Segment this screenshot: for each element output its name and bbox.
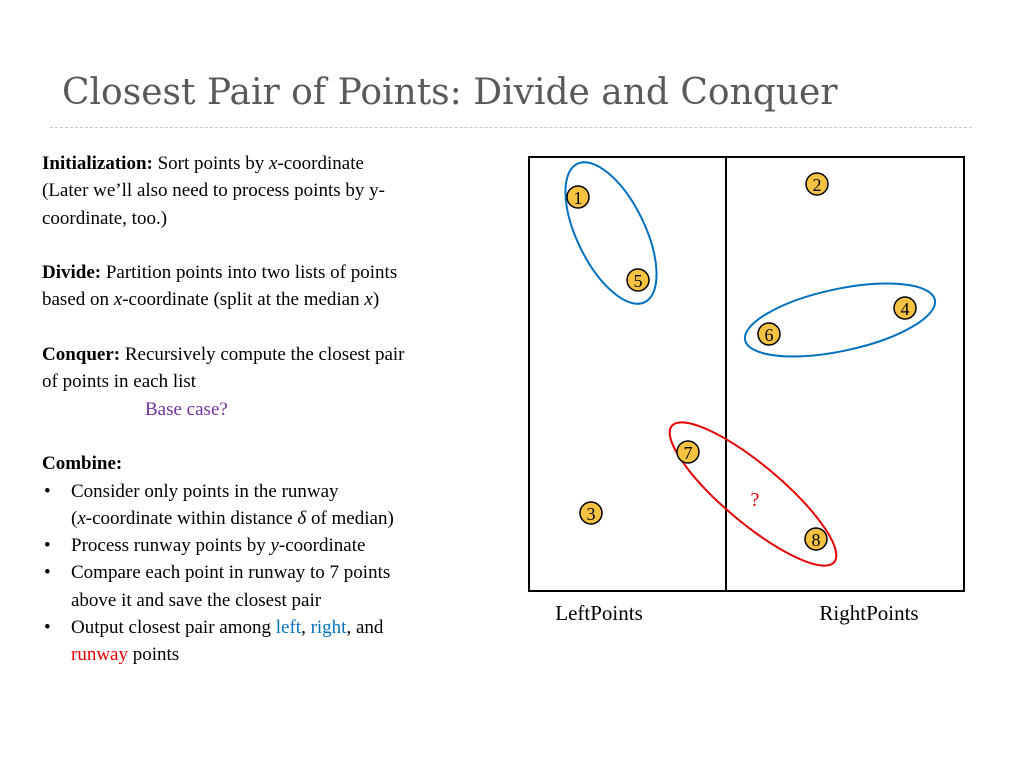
conquer-line-2: of points in each list (42, 371, 197, 393)
point-2 (806, 173, 828, 195)
word-runway: runway (71, 644, 128, 666)
comma: , (301, 617, 311, 639)
point-5 (627, 269, 649, 291)
bullet-marker: • (44, 535, 51, 557)
point-3-label: 3 (586, 504, 596, 524)
init-text-after: -coordinate (277, 153, 364, 174)
divide-var-x-median: x (364, 289, 373, 311)
point-6-label: 6 (764, 325, 774, 345)
conquer-label: Conquer: (42, 344, 121, 366)
init-text-before: Sort points by (157, 153, 269, 174)
combine-var-x: x (77, 507, 86, 529)
point-8-label: 8 (811, 530, 821, 550)
left-half-box (529, 157, 726, 591)
combine-item-runway-line-2-end: of median) (306, 507, 394, 529)
point-7 (677, 441, 699, 463)
divide-text-end: ) (372, 289, 380, 311)
bullet-marker: • (44, 617, 51, 639)
bullet-marker: • (44, 562, 51, 584)
bullet-marker: • (44, 480, 51, 502)
divide-label: Divide: (42, 262, 102, 284)
combine-item-process-before: Process runway points by (71, 535, 271, 557)
init-line-3: coordinate, too.) (42, 207, 168, 229)
right-half-box (726, 157, 964, 591)
slide-title: Closest Pair of Points: Divide and Conquer (62, 72, 838, 113)
combine-item-output-before: Output closest pair among (71, 617, 276, 639)
combine-item-process-after: -coordinate (278, 535, 366, 557)
divide-line-1: Partition points into two lists of points (105, 262, 398, 284)
runway-question-mark: ? (750, 489, 760, 511)
point-4 (894, 297, 916, 319)
point-1 (567, 186, 589, 208)
divide-var-x: x (113, 289, 123, 311)
point-2-label: 2 (812, 175, 822, 195)
point-1-label: 1 (573, 188, 583, 208)
base-case-text: Base case? (145, 398, 228, 420)
left-points-label: LeftPoints (555, 601, 643, 625)
word-points: points (127, 644, 180, 666)
initialization-label: Initialization: (42, 153, 153, 174)
point-3 (580, 502, 602, 524)
paren-open: ( (71, 507, 78, 529)
divide-text-mid: -coordinate (split at the median (122, 289, 365, 311)
init-line-2: (Later we’ll also need to process points by y- (42, 180, 385, 202)
divide-text-before: based on (42, 289, 114, 311)
point-8 (805, 528, 827, 550)
combine-item-compare-line-1: Compare each point in runway to 7 points (71, 562, 391, 584)
point-4-label: 4 (900, 299, 910, 319)
point-5-label: 5 (633, 271, 643, 291)
init-var-x: x (268, 153, 278, 174)
right-pair-ellipse (739, 270, 942, 371)
point-7-label: 7 (683, 443, 693, 463)
word-and: , and (346, 617, 384, 639)
combine-var-delta: δ (297, 507, 307, 529)
word-right: right (310, 617, 347, 639)
combine-item-runway-line-2: -coordinate within distance (85, 507, 298, 529)
point-6 (758, 323, 780, 345)
combine-item-compare-line-2: above it and save the closest pair (71, 589, 322, 611)
word-left: left (275, 617, 302, 639)
conquer-line-1: Recursively compute the closest pair (124, 344, 405, 366)
right-points-label: RightPoints (819, 601, 919, 625)
combine-item-runway-line-1: Consider only points in the runway (71, 480, 339, 502)
left-pair-ellipse (547, 149, 676, 317)
combine-label: Combine: (42, 453, 123, 475)
combine-var-y: y (270, 535, 279, 557)
